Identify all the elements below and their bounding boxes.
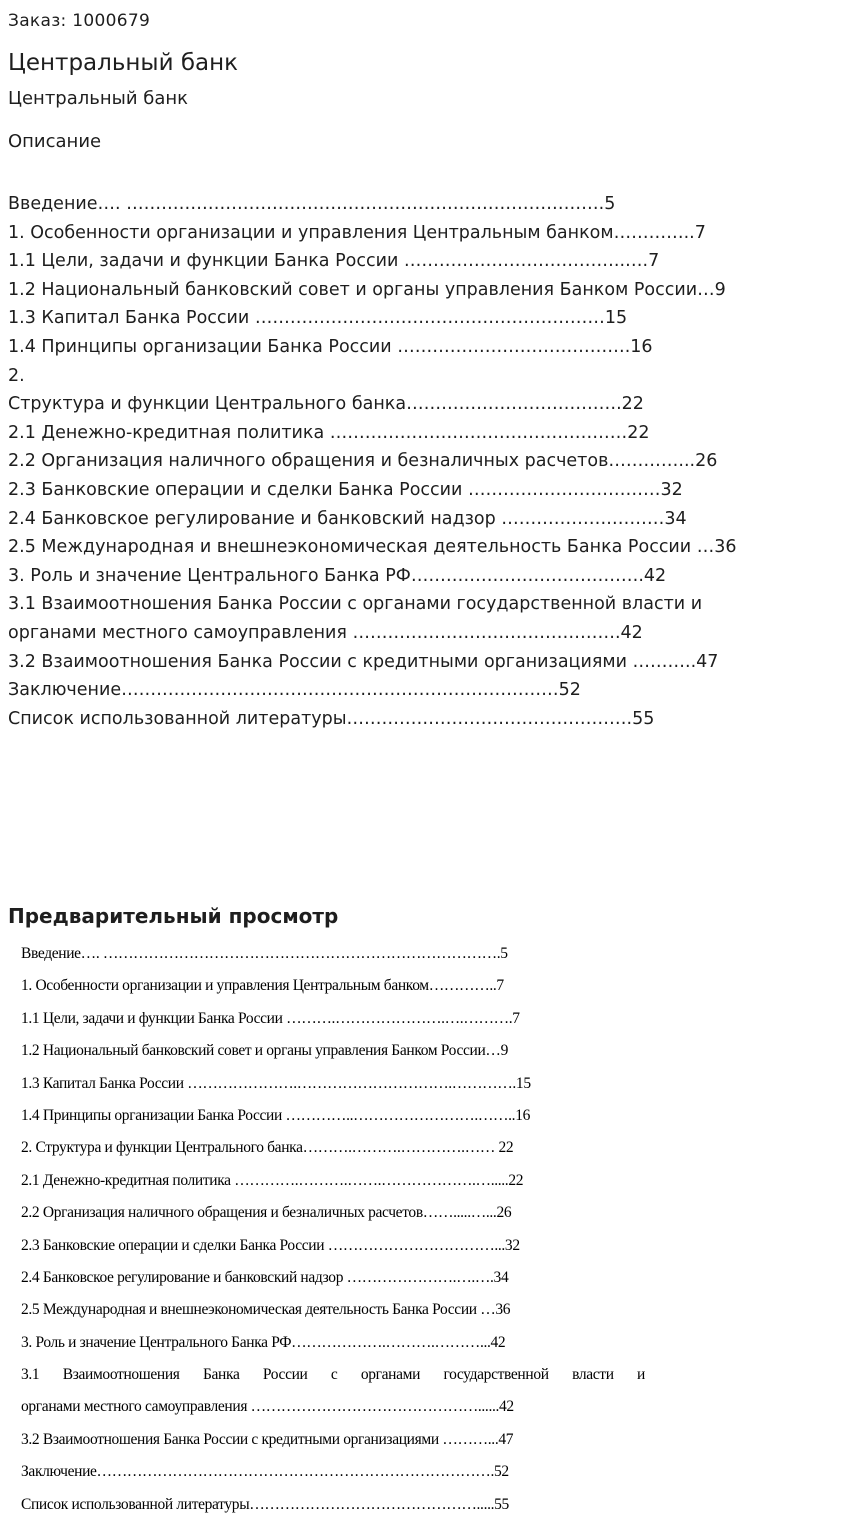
preview-toc-item: Список использованной литературы……………………………………….....55: [21, 1495, 509, 1513]
toc-item: 1.2 Национальный банковский совет и органы управления Банком России…9: [8, 279, 726, 300]
toc-item: Введение…. ……………………………………………………………………….5: [8, 194, 616, 214]
preview-toc-item: органами местного самоуправления ………………………………………......42: [21, 1398, 514, 1416]
toc-item: 3. Роль и значение Центрального Банка РФ………………………………….42: [8, 565, 667, 586]
toc-item: 2.2 Организация наличного обращения и безналичных расчетов…………...26: [8, 451, 718, 472]
table-of-contents: [8, 190, 838, 733]
preview-toc-item: 1.4 Принципы организации Банка России …………..…………………….……..16: [21, 1106, 530, 1124]
toc-item: Структура и функции Центрального банка……………………………….22: [8, 394, 644, 415]
toc-item: 1. Особенности организации и управления Центральным банком…………..7: [8, 222, 706, 243]
preview-heading: Предварительный просмотр: [8, 904, 339, 928]
preview-toc-item: Введение…. …………………………………………………………………….5: [21, 945, 508, 962]
preview-toc-item: 2.5 Международная и внешнеэкономическая деятельность Банка России …36: [21, 1301, 511, 1319]
preview-toc-item: 2.2 Организация наличного обращения и безналичных расчетов…….....…...26: [21, 1204, 512, 1222]
toc-item: 3.1 Взаимоотношения Банка России с органами государственной власти и: [8, 594, 703, 615]
toc-item: Заключение…………………………………………………………………52: [8, 680, 581, 701]
preview-toc-item: 2.3 Банковские операции и сделки Банка России ……………………………...32: [21, 1236, 520, 1254]
preview-toc-item: Заключение…………………………………………………………………….52: [21, 1463, 509, 1481]
preview-toc-item: 2.4 Банковское регулирование и банковский надзор ………………….….….34: [21, 1268, 509, 1286]
preview-toc-item: 3.1 Взаимоотношения Банка России с органами государственной власти и: [21, 1366, 645, 1384]
toc-item: 2.1 Денежно-кредитная политика ……………………………………………22: [8, 422, 650, 443]
preview-toc-item: 1.1 Цели, задачи и функции Банка России ……….………………….….……….7: [21, 1009, 520, 1027]
preview-toc-item: 1.2 Национальный банковский совет и органы управления Банком России…9: [21, 1042, 508, 1060]
toc-item: Список использованной литературы………………………………………….55: [8, 708, 655, 729]
toc-item: 1.4 Принципы организации Банка России ………………………………….16: [8, 336, 653, 357]
toc-item: 2.: [8, 365, 25, 386]
toc-item: 1.3 Капитал Банка России ……………………………………………………15: [8, 308, 628, 329]
page-subtitle: Центральный банк: [8, 88, 189, 109]
description-label: Описание: [8, 131, 102, 152]
preview-toc-item: 1. Особенности организации и управления Центральным банком…………..7: [21, 977, 504, 995]
toc-item: 3.2 Взаимоотношения Банка России с кредитными организациями ………..47: [8, 651, 719, 672]
page-title: Центральный банк: [8, 50, 239, 76]
preview-toc-item: 3.2 Взаимоотношения Банка России с кредитными организациями ………...47: [21, 1430, 514, 1448]
toc-item: 2.5 Международная и внешнеэкономическая деятельность Банка России …36: [8, 537, 737, 558]
toc-item: органами местного самоуправления ……………………………………….42: [8, 622, 643, 643]
preview-toc-item: 2. Структура и функции Центрального банка……….……….………….…… 22: [21, 1139, 514, 1157]
preview-toc-item: 2.1 Денежно-кредитная политика ………….……….…….……………….….....22: [21, 1171, 524, 1189]
toc-item: 2.4 Банковское регулирование и банковский надзор ……………….………34: [8, 508, 687, 529]
order-number: Заказ: 1000679: [8, 11, 151, 31]
toc-item: 1.1 Цели, задачи и функции Банка России ………………………………..….7: [8, 251, 660, 272]
toc-item: 2.3 Банковские операции и сделки Банка России ……………………………32: [8, 479, 683, 500]
preview-toc-item: 3. Роль и значение Центрального Банка РФ……………….……….………...42: [21, 1333, 506, 1351]
preview-document: [21, 938, 645, 1521]
preview-toc-item: 1.3 Капитал Банка России ………………….………………………….………….15: [21, 1074, 531, 1092]
